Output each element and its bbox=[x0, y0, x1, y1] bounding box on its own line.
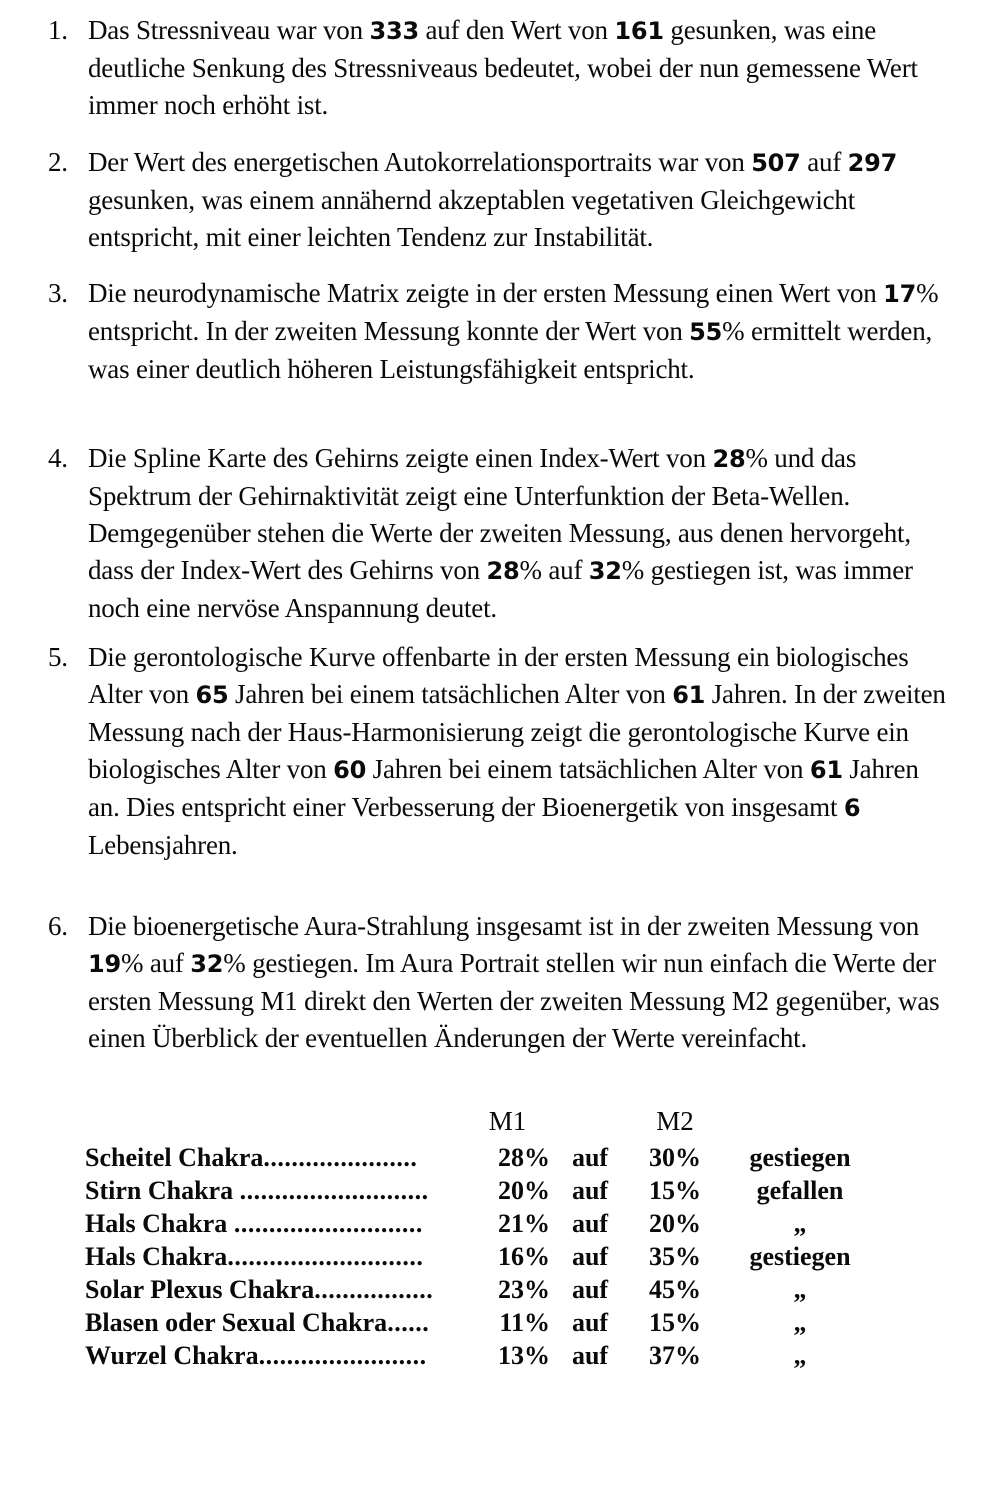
m1-value: 13% bbox=[498, 1341, 550, 1370]
bold-value: 17 bbox=[883, 280, 917, 308]
text-segment: % auf bbox=[519, 555, 589, 585]
text-segment: Die neurodynamische Matrix zeigte in der ersten Messung einen Wert von bbox=[88, 278, 884, 308]
list-item-3 bbox=[0, 275, 956, 388]
text-segment: % ermittelt werden, was einer deutlich höheren Leistungsfähigkeit entspricht. bbox=[88, 316, 933, 384]
auf-label: auf bbox=[571, 1176, 609, 1205]
item-number: 2. bbox=[48, 147, 68, 177]
header-spacer bbox=[720, 1101, 880, 1141]
list-item-4 bbox=[0, 440, 956, 627]
auf-label: auf bbox=[571, 1209, 609, 1238]
table-row bbox=[85, 1339, 880, 1372]
chakra-name: Hals Chakra bbox=[85, 1209, 234, 1238]
bold-value: 61 bbox=[809, 756, 843, 784]
item-number: 3. bbox=[48, 278, 68, 308]
text-segment: Jahren bei einem tatsächlichen Alter von bbox=[366, 754, 810, 784]
item-number: 4. bbox=[48, 443, 68, 473]
bold-value: 507 bbox=[751, 149, 801, 177]
item-text bbox=[88, 15, 918, 120]
bold-value: 333 bbox=[369, 17, 419, 45]
list-item-2 bbox=[0, 144, 956, 256]
bold-value: 65 bbox=[195, 681, 229, 709]
dot-leader: ........................ bbox=[258, 1341, 427, 1370]
text-segment: Jahren an. Dies entspricht einer Verbesserung der Bioenergetik von insgesamt bbox=[88, 754, 919, 822]
item-text bbox=[88, 443, 913, 623]
bold-value: 28 bbox=[486, 557, 520, 585]
text-segment: Das Stressniveau war von bbox=[88, 15, 370, 45]
bold-value: 32 bbox=[588, 557, 622, 585]
chakra-name: Hals Chakra bbox=[85, 1242, 228, 1271]
status-value: gestiegen bbox=[749, 1143, 851, 1172]
chakra-label bbox=[85, 1207, 465, 1240]
chakra-name: Solar Plexus Chakra bbox=[85, 1275, 315, 1304]
column-header-m1: M1 bbox=[488, 1106, 527, 1136]
m1-value: 23% bbox=[498, 1275, 550, 1304]
text-segment: auf den Wert von bbox=[418, 15, 615, 45]
list-item-6 bbox=[0, 908, 956, 1057]
header-spacer bbox=[550, 1101, 630, 1141]
list-item-1 bbox=[0, 12, 956, 124]
m1-value: 21% bbox=[498, 1209, 550, 1238]
dot-leader: ................. bbox=[314, 1275, 434, 1304]
m1-value: 20% bbox=[498, 1176, 550, 1205]
text-segment: auf bbox=[800, 147, 848, 177]
chakra-label bbox=[85, 1240, 465, 1273]
item-text bbox=[88, 642, 946, 860]
bold-value: 297 bbox=[847, 149, 898, 177]
chakra-label bbox=[85, 1141, 465, 1174]
status-value: „ bbox=[793, 1341, 807, 1370]
bold-value: 161 bbox=[614, 17, 664, 45]
text-segment: Jahren bei einem tatsächlichen Alter von bbox=[228, 679, 673, 709]
item-text bbox=[88, 911, 939, 1053]
chakra-table-body bbox=[85, 1101, 880, 1372]
text-segment: gesunken, was eine deutliche Senkung des Stressniveaus bedeutet, wobei der nun gemessene Wert immer noch erhöht ist. bbox=[88, 15, 918, 120]
chakra-name: Wurzel Chakra bbox=[85, 1341, 259, 1370]
dot-leader: ...................... bbox=[263, 1143, 418, 1172]
text-segment: % gestiegen. Im Aura Portrait stellen wir nun einfach die Werte der ersten Messung M1 direkt den Werten der zweiten Messung M2 gegenüber, was einen Überblick der eventuellen Änderungen der Werte vereinfacht. bbox=[88, 948, 940, 1053]
status-value: „ bbox=[793, 1308, 807, 1337]
text-segment: % gestiegen ist, was immer noch eine nervöse Anspannung deutet. bbox=[88, 555, 913, 623]
numbered-list bbox=[0, 12, 999, 1057]
chakra-label bbox=[85, 1174, 465, 1207]
item-text bbox=[88, 147, 897, 252]
chakra-label bbox=[85, 1339, 465, 1372]
m2-value: 45% bbox=[649, 1275, 701, 1304]
auf-label: auf bbox=[571, 1341, 609, 1370]
text-segment: % entspricht. In der zweiten Messung konnte der Wert von bbox=[88, 278, 939, 346]
table-row bbox=[85, 1240, 880, 1273]
m1-value: 11% bbox=[499, 1308, 550, 1337]
chakra-table bbox=[85, 1101, 880, 1372]
item-number: 5. bbox=[48, 642, 68, 672]
dot-leader: ...... bbox=[387, 1308, 430, 1337]
table-row bbox=[85, 1306, 880, 1339]
m2-value: 30% bbox=[649, 1143, 701, 1172]
chakra-label bbox=[85, 1306, 465, 1339]
status-value: „ bbox=[793, 1209, 807, 1238]
bold-value: 61 bbox=[672, 681, 706, 709]
m2-value: 35% bbox=[649, 1242, 701, 1271]
table-row bbox=[85, 1174, 880, 1207]
m2-value: 37% bbox=[649, 1341, 701, 1370]
column-header-m2: M2 bbox=[656, 1106, 694, 1136]
m2-value: 20% bbox=[649, 1209, 701, 1238]
bold-value: 32 bbox=[190, 950, 224, 978]
item-number: 6. bbox=[48, 911, 68, 941]
chakra-name: Scheitel Chakra bbox=[85, 1143, 264, 1172]
status-value: gestiegen bbox=[749, 1242, 851, 1271]
bold-value: 6 bbox=[843, 794, 861, 822]
text-segment: Die Spline Karte des Gehirns zeigte einen Index-Wert von bbox=[88, 443, 713, 473]
text-segment: % auf bbox=[121, 948, 191, 978]
chakra-label bbox=[85, 1273, 465, 1306]
text-segment: Der Wert des energetischen Autokorrelationsportraits war von bbox=[88, 147, 752, 177]
dot-leader: ........................... bbox=[233, 1209, 423, 1238]
item-text bbox=[88, 278, 938, 384]
text-segment: Lebensjahren. bbox=[88, 830, 238, 860]
m2-value: 15% bbox=[649, 1308, 701, 1337]
table-row bbox=[85, 1273, 880, 1306]
m1-value: 16% bbox=[498, 1242, 550, 1271]
status-value: „ bbox=[793, 1275, 807, 1304]
text-segment: gesunken, was einem annähernd akzeptablen vegetativen Gleichgewicht entspricht, mit einer leichten Tendenz zur Instabilität. bbox=[88, 185, 856, 252]
text-segment: Die bioenergetische Aura-Strahlung insgesamt ist in der zweiten Messung von bbox=[88, 911, 920, 941]
chakra-name: Blasen oder Sexual Chakra bbox=[85, 1308, 388, 1337]
bold-value: 28 bbox=[712, 445, 746, 473]
dot-leader: ............................ bbox=[227, 1242, 424, 1271]
text-segment: Die gerontologische Kurve offenbarte in der ersten Messung ein biologisches Alter von bbox=[88, 642, 909, 709]
text-segment: % und das Spektrum der Gehirnaktivität zeigt eine Unterfunktion der Beta-Wellen. Demgegenüber stehen die Werte der zweiten Messung, aus denen hervorgeht, dass der Index-Wert des Gehirns von bbox=[88, 443, 911, 585]
auf-label: auf bbox=[571, 1275, 609, 1304]
text-segment: Jahren. In der zweiten Messung nach der Haus-Harmonisierung zeigt die gerontologische Kurve ein biologisches Alter von bbox=[88, 679, 946, 784]
auf-label: auf bbox=[571, 1242, 609, 1271]
item-number: 1. bbox=[48, 15, 68, 45]
list-item-5 bbox=[0, 639, 956, 864]
chakra-name: Stirn Chakra bbox=[85, 1176, 240, 1205]
table-row bbox=[85, 1141, 880, 1174]
m1-value: 28% bbox=[498, 1143, 550, 1172]
dot-leader: ........................... bbox=[239, 1176, 429, 1205]
table-header-row bbox=[85, 1101, 880, 1141]
header-spacer bbox=[85, 1101, 465, 1141]
status-value: gefallen bbox=[756, 1176, 844, 1205]
bold-value: 60 bbox=[333, 756, 367, 784]
m2-value: 15% bbox=[649, 1176, 701, 1205]
auf-label: auf bbox=[571, 1143, 609, 1172]
bold-value: 19 bbox=[88, 950, 121, 978]
auf-label: auf bbox=[571, 1308, 609, 1337]
table-row bbox=[85, 1207, 880, 1240]
bold-value: 55 bbox=[689, 318, 723, 346]
